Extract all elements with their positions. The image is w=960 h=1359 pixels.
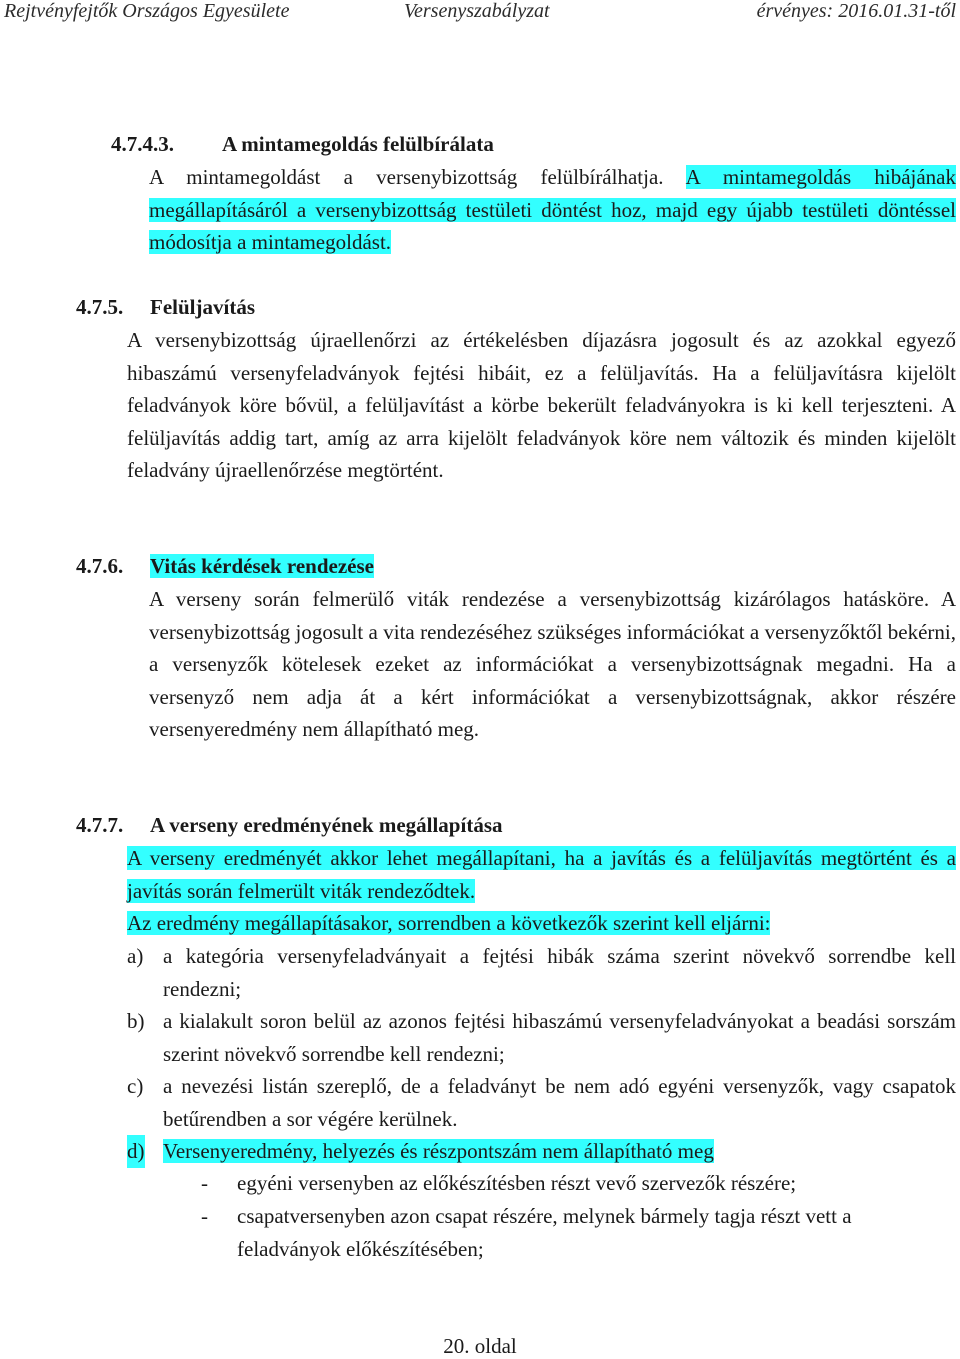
dash-item-2 <box>201 1200 956 1265</box>
section-body-4743 <box>149 161 956 259</box>
header-org: Rejtvényfejtők Országos Egyesülete <box>4 0 290 22</box>
list-label: b) <box>127 1009 145 1033</box>
section-title: A mintamegoldás felülbírálata <box>222 132 494 156</box>
list-item-d <box>127 1135 956 1168</box>
list-text: a kialakult soron belül az azonos fejtési hibaszámú versenyfeladványokat a beadási sorszám szerint növekvő sorrendbe kell rendezni; <box>163 1009 956 1066</box>
section-number: 4.7.4.3. <box>111 132 174 156</box>
list-label: a) <box>127 944 144 968</box>
dash-marker: - <box>201 1204 208 1228</box>
list-label: d) <box>127 1135 145 1168</box>
paragraph-highlighted: A mintamegoldás hibájának megállapításáról a versenybizottság testületi döntést hoz, majd egy újabb testületi döntéssel módosítja a mintamegoldást. <box>149 165 957 254</box>
dash-text: egyéni versenyben az előkészítésben részt vevő szervezők részére; <box>237 1171 797 1195</box>
list-item-a <box>127 940 956 1005</box>
section-heading-4743 <box>111 132 494 157</box>
paragraph: A verseny során felmerülő viták rendezése a versenybizottság kizárólagos hatásköre. A versenybizottság jogosult a vita rendezéséhez szükséges információkat a versenyzőktől bekérni, a versenyzők kötelesek ezeket az információkat a versenybizottságnak megadni. Ha a versenyző nem adja át a kért információkat a versenybizottságnak, akkor részére versenyeredmény nem állapítható meg. <box>149 587 956 741</box>
section-heading-476 <box>76 554 374 579</box>
section-title: Vitás kérdések rendezése <box>150 554 374 578</box>
section-title: Felüljavítás <box>150 295 255 319</box>
list-text: Versenyeredmény, helyezés és részpontszám nem állapítható meg <box>163 1139 714 1163</box>
list-label: c) <box>127 1074 144 1098</box>
page-number: 20. oldal <box>443 1334 517 1358</box>
header-validity: érvényes: 2016.01.31-től <box>756 0 956 22</box>
page-header <box>0 0 960 34</box>
section-body-477-p1 <box>127 842 956 907</box>
section-number: 4.7.5. <box>76 295 124 319</box>
header-doc-title: Versenyszabályzat <box>404 0 550 22</box>
section-number: 4.7.6. <box>76 554 124 578</box>
section-heading-477 <box>76 813 503 838</box>
section-heading-475-text <box>76 295 255 320</box>
paragraph-highlighted: Az eredmény megállapításakor, sorrendben a következők szerint kell eljárni: <box>127 911 771 935</box>
section-body-476 <box>149 583 956 746</box>
section-number: 4.7.7. <box>76 813 124 837</box>
list-item-b <box>127 1005 956 1070</box>
paragraph-plain: A mintamegoldást a versenybizottság felülbírálhatja. <box>149 165 664 189</box>
section-title: A verseny eredményének megállapítása <box>150 813 503 837</box>
section-body-475 <box>127 324 956 487</box>
list-text: a nevezési listán szereplő, de a feladványt be nem adó egyéni versenyzők, vagy csapatok betűrendben a sor végére kerülnek. <box>163 1074 956 1131</box>
dash-marker: - <box>201 1171 208 1195</box>
paragraph-highlighted: A verseny eredményét akkor lehet megállapítani, ha a javítás és a felüljavítás megtörtént és a javítás során felmerült viták rendeződtek. <box>127 846 956 903</box>
list-item-c <box>127 1070 956 1135</box>
list-text: a kategória versenyfeladványait a fejtési hibák száma szerint növekvő sorrendbe kell rendezni; <box>163 944 956 1001</box>
dash-item-1 <box>201 1167 956 1200</box>
dash-text: csapatversenyben azon csapat részére, melynek bármely tagja részt vett a feladványok előkészítésében; <box>237 1204 852 1261</box>
paragraph: A versenybizottság újraellenőrzi az értékelésben díjazásra jogosult és az azokkal egyező hibaszámú versenyfeladványok fejtési hibáit, ez a felüljavítás. Ha a felüljavításra kijelölt feladványok köre bővül, a felüljavítást a körbe bekerült feladványokra is ki kell terjeszteni. A felüljavítás addig tart, amíg az arra kijelölt feladványok köre nem változik és minden kijelölt feladvány újraellenőrzése megtörtént. <box>127 328 956 482</box>
section-body-477-p2 <box>127 907 956 940</box>
